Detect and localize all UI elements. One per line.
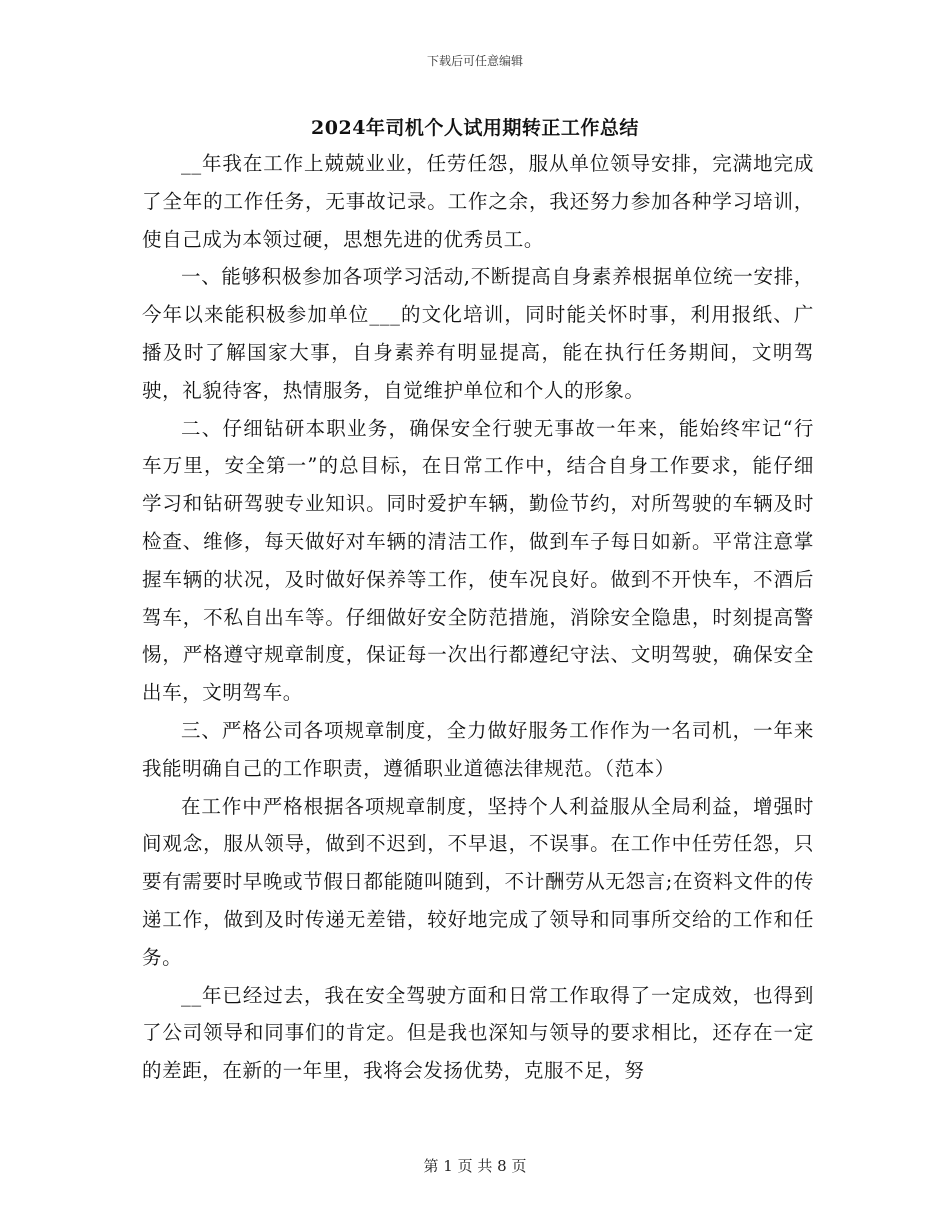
paragraph-section-2: 二、仔细钻研本职业务，确保安全行驶无事故一年来，能始终牢记“行车万里，安全第一”的总目标，在日常工作中，结合自身工作要求，能仔细学习和钻研驾驶专业知识。同时爱护车辆，勤俭节约，对所驾驶的车辆及时检查、维修，每天做好对车辆的清洁工作，做到车子每日如新。平常注意掌握车辆的状况，及时做好保养等工作，使车况良好。做到不开快车，不酒后驾车，不私自出车等。仔细做好安全防范措施，消除安全隐患，时刻提高警惕，严格遵守规章制度，保证每一次出行都遵纪守法、文明驾驶，确保安全出车，文明驾车。 — [142, 416, 814, 705]
page-header: 下载后可任意编辑 — [426, 54, 523, 68]
paragraph-section-3: 三、严格公司各项规章制度，全力做好服务工作作为一名司机，一年来我能明确自己的工作职责，遵循职业道德法律规范。（范本） — [142, 718, 814, 780]
paragraph-section-3-detail: 在工作中严格根据各项规章制度，坚持个人利益服从全局利益，增强时间观念，服从领导，做到不迟到，不早退，不误事。在工作中任劳任怨，只要有需要时早晚或节假日都能随叫随到，不计酬劳从无怨言;在资料文件的传递工作，做到及时传递无差错，较好地完成了领导和同事所交给的工作和任务。 — [142, 794, 814, 969]
paragraph-section-1: 一、能够积极参加各项学习活动,不断提高自身素养根据单位统一安排，今年以来能积极参加单位___的文化培训，同时能关怀时事，利用报纸、广播及时了解国家大事，自身素养有明显提高，能在执行任务期间，文明驾驶，礼貌待客，热情服务，自觉维护单位和个人的形象。 — [142, 265, 814, 402]
paragraph-conclusion: __年已经过去，我在安全驾驶方面和日常工作取得了一定成效，也得到了公司领导和同事们的肯定。但是我也深知与领导的要求相比，还存在一定的差距，在新的一年里，我将会发扬优势，克服不足，努 — [142, 983, 814, 1083]
document-title: 2024年司机个人试用期转正工作总结 — [311, 117, 639, 139]
document-body — [142, 145, 814, 1090]
paragraph-intro: __年我在工作上兢兢业业，任劳任怨，服从单位领导安排，完满地完成了全年的工作任务，无事故记录。工作之余，我还努力参加各种学习培训，使自己成为本领过硬，思想先进的优秀员工。 — [142, 152, 814, 251]
page-number: 第 1 页 共 8 页 — [423, 1157, 527, 1175]
